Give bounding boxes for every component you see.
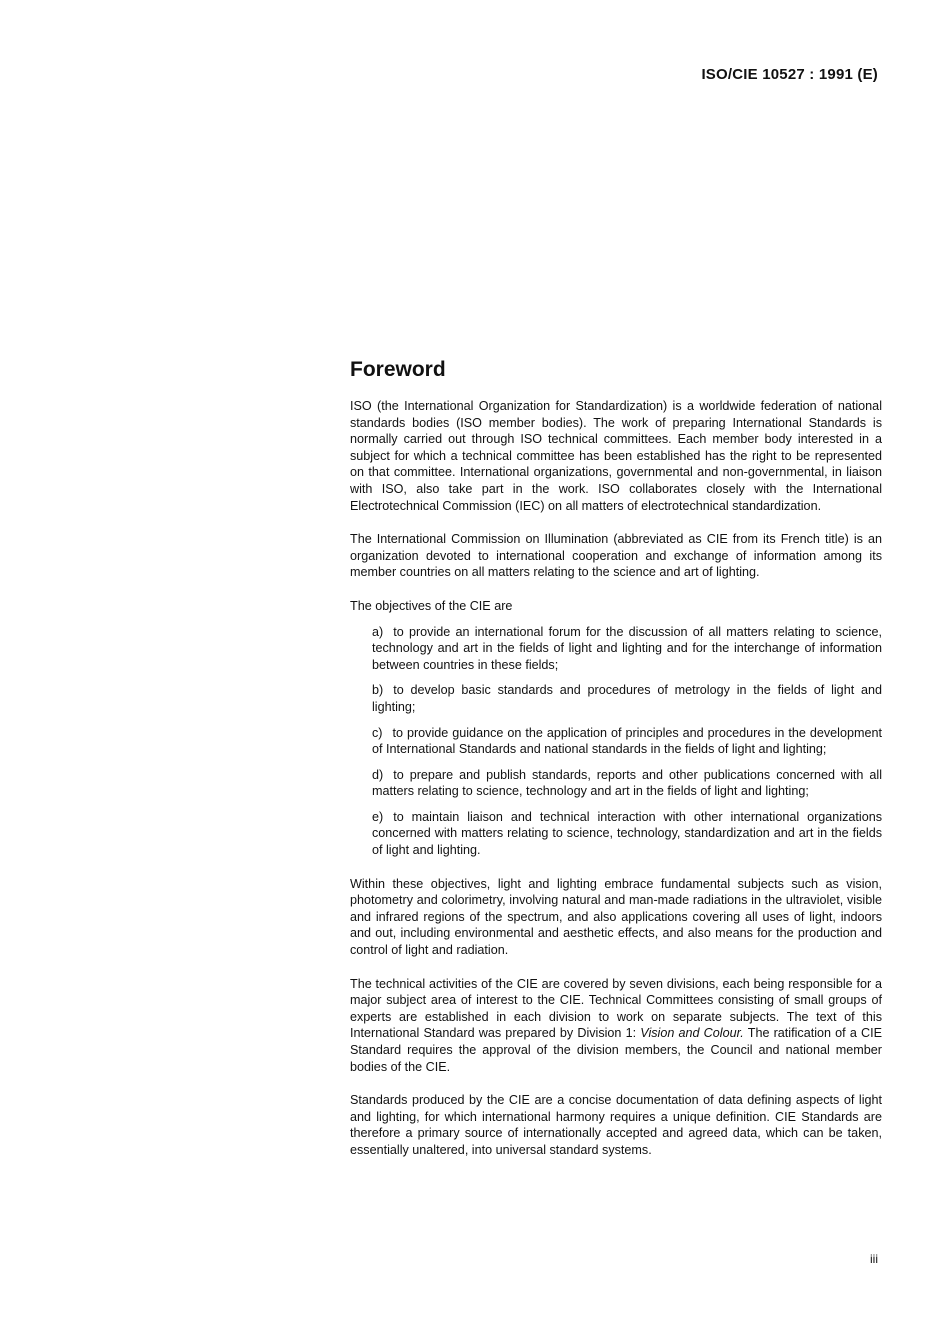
objective-letter: d) [372, 767, 384, 782]
document-code: ISO/CIE 10527 : 1991 (E) [701, 66, 878, 83]
objective-item-a [372, 624, 882, 674]
divisions-text-start: The technical activities of the CIE are covered by seven divisions, each being responsible for a major subject area of interest to the CIE. Technical Committees consisting of small groups of experts are established in each division to work on separate subjects. The text of this International Standard was prepared by Division 1: [350, 976, 882, 1041]
objective-text: to develop basic standards and procedures of metrology in the fields of light and lighting; [372, 683, 882, 714]
objective-letter: e) [372, 809, 384, 824]
foreword-section [350, 356, 882, 1176]
objective-item-d [372, 767, 882, 800]
objective-item-e [372, 809, 882, 859]
objective-text: to provide an international forum for the discussion of all matters relating to science, technology and art in the fields of light and lighting and for the interchange of information between countries in these fields; [372, 624, 882, 672]
divisions-text-end: The ratification of a CIE Standard requires the approval of the division members, the Council and national member bodies of the CIE. [350, 1026, 882, 1074]
objective-text: to maintain liaison and technical interaction with other international organizations concerned with matters relating to science, technology, standardization and art in the fields of light and lighting. [372, 809, 882, 858]
paragraph-subjects: Within these objectives, light and lighting embrace fundamental subjects such as vision, photometry and colorimetry, involving natural and man-made radiations in the ultraviolet, visible and infrared regions of the spectrum, and also applications covering all uses of light, indoors and out, including environmental and aesthetic effects, and also means for the production and control of light and radiation. [350, 876, 882, 958]
paragraph-cie: The International Commission on Illumination (abbreviated as CIE from its French title) is an organization devoted to international cooperation and exchange of information among its member countries on all matters relating to the science and art of lighting. [350, 532, 882, 580]
paragraph-standards: Standards produced by the CIE are a concise documentation of data defining aspects of light and lighting, for which international harmony requires a unique definition. CIE Standards are therefore a primary source of internationally accepted and agreed data, which can be taken, essentially unaltered, into universal standard systems. [350, 1093, 882, 1157]
division-name: Vision and Colour. [640, 1026, 744, 1041]
objective-text: to provide guidance on the application of principles and procedures in the development of International Standards and national standards in the fields of light and lighting; [372, 725, 882, 757]
paragraph-iso: ISO (the International Organization for Standardization) is a worldwide federation of national standards bodies (ISO member bodies). The work of preparing International Standards is normally carried out through ISO technical committees. Each member body interested in a subject for which a technical committee has been established has the right to be represented on that committee. International organizations, governmental and non-governmental, in liaison with ISO, also take part in the work. ISO collaborates closely with the International Electrotechnical Commission (IEC) on all matters of electrotechnical standardization. [350, 399, 882, 513]
objective-text: to prepare and publish standards, reports and other publications concerned with all matters relating to science, technology and art in the fields of light and lighting; [372, 767, 882, 799]
page-number: iii [870, 1252, 878, 1266]
objectives-list [350, 624, 882, 859]
page-title: Foreword [350, 358, 446, 381]
paragraph-divisions [350, 976, 882, 1076]
objective-letter: a) [372, 624, 384, 639]
objectives-intro: The objectives of the CIE are [350, 598, 513, 613]
objective-letter: b) [372, 683, 384, 698]
objective-item-c [372, 725, 882, 758]
objective-letter: c) [372, 725, 383, 740]
objective-item-b [372, 682, 882, 715]
